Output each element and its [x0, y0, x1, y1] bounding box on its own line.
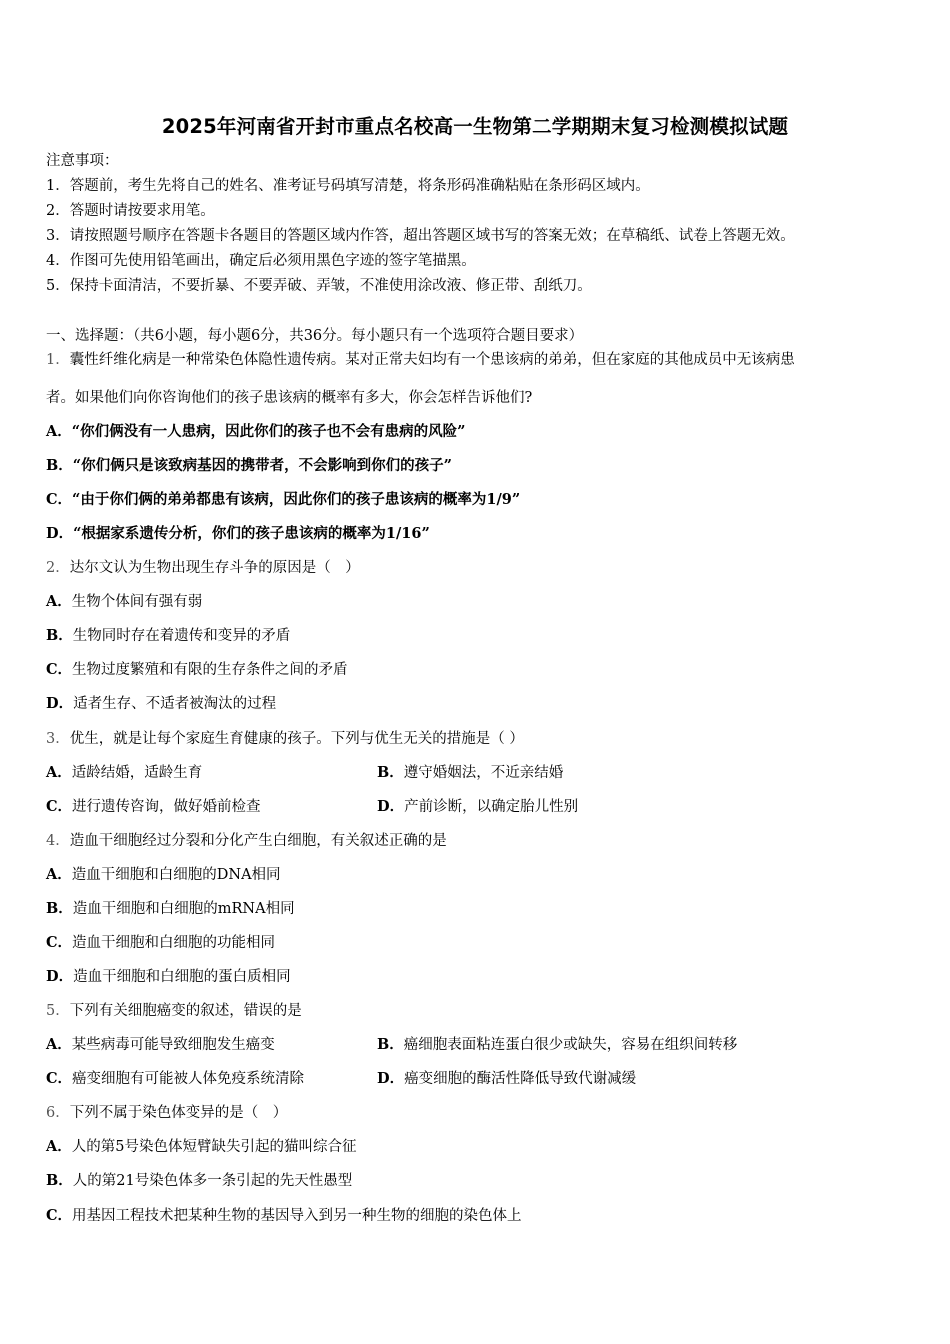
question-5-stem — [46, 1001, 302, 1021]
q1-option-b: B．“你们俩只是该致病基因的携带者，不会影响到你们的孩子” — [46, 457, 452, 474]
q1-option-a: A．“你们俩没有一人患病，因此你们的孩子也不会有患病的风险” — [46, 423, 466, 440]
question-number: 3． — [46, 731, 70, 747]
notice-heading: 注意事项： — [46, 153, 119, 169]
q4-option-d: D．造血干细胞和白细胞的蛋白质相同 — [46, 968, 291, 985]
notice-item-4: 4．作图可先使用铅笔画出，确定后必须用黑色字迹的签字笔描黑。 — [46, 253, 476, 269]
q2-option-a: A．生物个体间有强有弱 — [46, 593, 203, 610]
question-1-stem — [46, 350, 795, 370]
q5-options-row-2 — [46, 1069, 637, 1089]
question-text: 下列有关细胞癌变的叙述，错误的是 — [69, 1003, 302, 1019]
section-heading: 一、选择题：（共6小题，每小题6分，共36分。每小题只有一个选项符合题目要求） — [46, 328, 584, 344]
q4-option-b: B．造血干细胞和白细胞的mRNA相同 — [46, 900, 295, 917]
question-6-stem — [46, 1103, 287, 1123]
question-2-stem — [46, 558, 360, 578]
q3-options-row-1 — [46, 763, 564, 783]
q3-option-a: A．适龄结婚，适龄生育 — [46, 764, 203, 781]
question-number: 1． — [46, 352, 70, 368]
question-4-stem — [46, 831, 447, 851]
question-1-stem-cont: 者。如果他们向你咨询他们的孩子患该病的概率有多大，你会怎样告诉他们? — [46, 390, 533, 406]
q2-option-c: C．生物过度繁殖和有限的生存条件之间的矛盾 — [46, 661, 348, 678]
notice-item-2: 2．答题时请按要求用笔。 — [46, 203, 215, 219]
q5-option-c: C．癌变细胞有可能被人体免疫系统清除 — [46, 1070, 305, 1087]
question-number: 6． — [46, 1105, 70, 1121]
q3-option-c: C．进行遗传咨询，做好婚前检查 — [46, 798, 261, 815]
q5-option-a: A．某些病毒可能导致细胞发生癌变 — [46, 1036, 275, 1053]
question-number: 4． — [46, 833, 70, 849]
q6-option-a: A．人的第5号染色体短臂缺失引起的猫叫综合征 — [46, 1138, 357, 1155]
q4-option-c: C．造血干细胞和白细胞的功能相同 — [46, 934, 276, 951]
question-text: 造血干细胞经过分裂和分化产生白细胞，有关叙述正确的是 — [69, 833, 447, 849]
notice-item-1: 1．答题前，考生先将自己的姓名、准考证号码填写清楚，将条形码准确粘贴在条形码区域内。 — [46, 178, 650, 194]
question-number: 5． — [46, 1003, 70, 1019]
notice-item-3: 3．请按照题号顺序在答题卡各题目的答题区域内作答，超出答题区域书写的答案无效；在草稿纸、试卷上答题无效。 — [46, 228, 795, 244]
q1-option-d: D．“根据家系遗传分析，你们的孩子患该病的概率为1/16” — [46, 525, 430, 542]
question-number: 2． — [46, 560, 70, 576]
q3-options-row-2 — [46, 797, 579, 817]
q3-option-d: D．产前诊断，以确定胎儿性别 — [377, 798, 579, 815]
q1-option-c: C．“由于你们俩的弟弟都患有该病，因此你们的孩子患该病的概率为1/9” — [46, 491, 521, 508]
q5-option-b: B．癌细胞表面粘连蛋白很少或缺失，容易在组织间转移 — [377, 1036, 738, 1053]
q5-options-row-1 — [46, 1035, 738, 1055]
q6-option-c: C．用基因工程技术把某种生物的基因导入到另一种生物的细胞的染色体上 — [46, 1207, 522, 1224]
question-text: 囊性纤维化病是一种常染色体隐性遗传病。某对正常夫妇均有一个患该病的弟弟，但在家庭的其他成员中无该病患 — [69, 352, 795, 368]
q2-option-d: D．适者生存、不适者被淘汰的过程 — [46, 695, 277, 712]
q5-option-d: D．癌变细胞的酶活性降低导致代谢减缓 — [377, 1070, 637, 1087]
q3-option-b: B．遵守婚姻法，不近亲结婚 — [377, 764, 564, 781]
question-text: 达尔文认为生物出现生存斗争的原因是（ ） — [69, 560, 360, 576]
notice-item-5: 5．保持卡面清洁，不要折暴、不要弄破、弄皱，不准使用涂改液、修正带、刮纸刀。 — [46, 278, 592, 294]
question-3-stem — [46, 729, 524, 749]
q6-option-b: B．人的第21号染色体多一条引起的先天性愚型 — [46, 1172, 353, 1189]
question-text: 下列不属于染色体变异的是（ ） — [69, 1105, 288, 1121]
page-title: 2025年河南省开封市重点名校高一生物第二学期期末复习检测模拟试题 — [161, 115, 789, 138]
question-text: 优生，就是让每个家庭生育健康的孩子。下列与优生无关的措施是（ ） — [69, 731, 524, 747]
q2-option-b: B．生物同时存在着遗传和变异的矛盾 — [46, 627, 291, 644]
q4-option-a: A．造血干细胞和白细胞的DNA相同 — [46, 866, 281, 883]
